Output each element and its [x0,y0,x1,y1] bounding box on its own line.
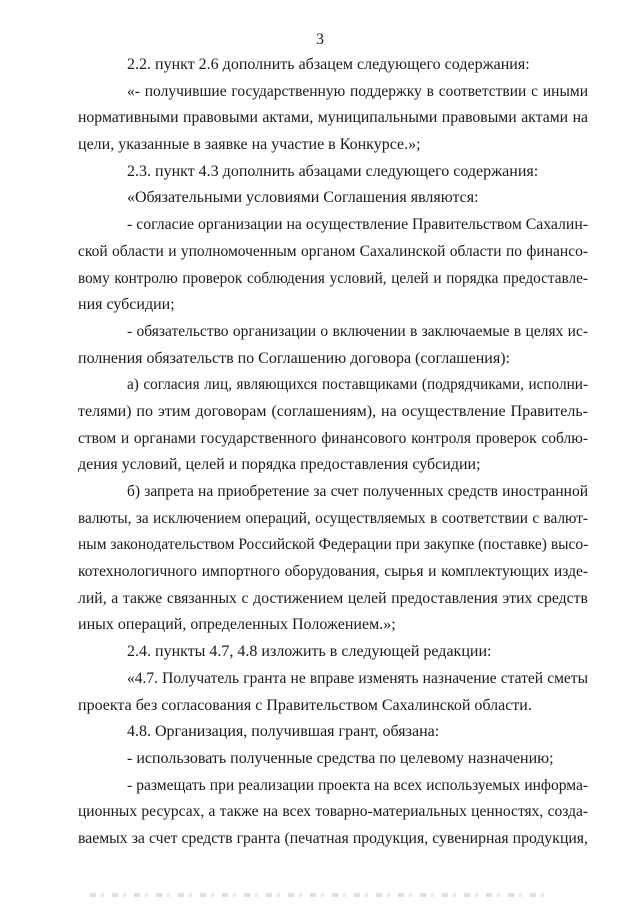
text-line: ством и органами государственного финансового контроля проверок соблю- [78,429,588,447]
text-line: ской области и уполномоченным органом Сахалинской области по финансо- [78,242,588,260]
text-line: «Обязательными условиями Соглашения являются: [127,189,479,207]
text-line: ния субсидии; [78,296,175,314]
text-line: валюты, за исключением операций, осуществляемых в соответствии с валют- [78,509,588,527]
page-number: 3 [316,31,324,48]
text-line: вому контролю проверок соблюдения условий, целей и порядка предоставле- [78,269,588,287]
scan-artifact [90,893,550,897]
text-line: 2.2. пункт 2.6 дополнить абзацем следующего содержания: [127,56,530,73]
text-line: 4.8. Организация, получившая грант, обязана: [127,723,440,741]
text-line: ваемых за счет средств гранта (печатная продукция, сувенирная продукция, [78,829,588,847]
text-line: а) согласия лиц, являющихся поставщиками (подрядчиками, исполни- [127,376,588,394]
text-line: лий, а также связанных с достижением целей предоставления этих средств [78,589,588,607]
text-line: котехнологичного импортного оборудования, сырья и комплектующих изде- [78,563,588,581]
text-line: 2.3. пункт 4.3 дополнить абзацами следующего содержания: [127,162,539,180]
text-line: иных операций, определенных Положением.»; [78,616,396,634]
text-line: - размещать при реализации проекта на всех используемых информа- [127,776,588,794]
text-line: нормативными правовыми актами, муниципальными правовыми актами на [78,109,588,127]
text-line: - согласие организации на осуществление Правительством Сахалин- [127,216,588,234]
text-line: ным законодательством Российской Федерации при закупке (поставке) высо- [78,536,589,554]
text-line: ционных ресурсах, а также на всех товарно-материальных ценностях, созда- [78,803,588,821]
text-line: «4.7. Получатель гранта не вправе изменять назначение статей сметы [127,669,588,687]
text-line: 2.4. пункты 4.7, 4.8 изложить в следующей редакции: [127,643,492,661]
text-line: дения условий, целей и порядка предоставления субсидии; [78,456,481,474]
text-line: телями) по этим договорам (соглашениям), на осуществление Правитель- [78,402,588,420]
text-line: полнения обязательств по Соглашению договора (соглашения): [78,349,510,367]
text-line: «- получившие государственную поддержку в соответствии с иными [127,82,588,100]
document-body [78,52,588,853]
text-line: б) запрета на приобретение за счет полученных средств иностранной [127,483,588,500]
text-line: цели, указанные в заявке на участие в Конкурсе.»; [78,136,421,154]
text-line: проекта без согласования с Правительством Сахалинской области. [78,696,532,714]
text-line: - обязательство организации о включении в заключаемые в целях ис- [127,322,588,340]
text-line: - использовать полученные средства по целевому назначению; [127,749,554,767]
